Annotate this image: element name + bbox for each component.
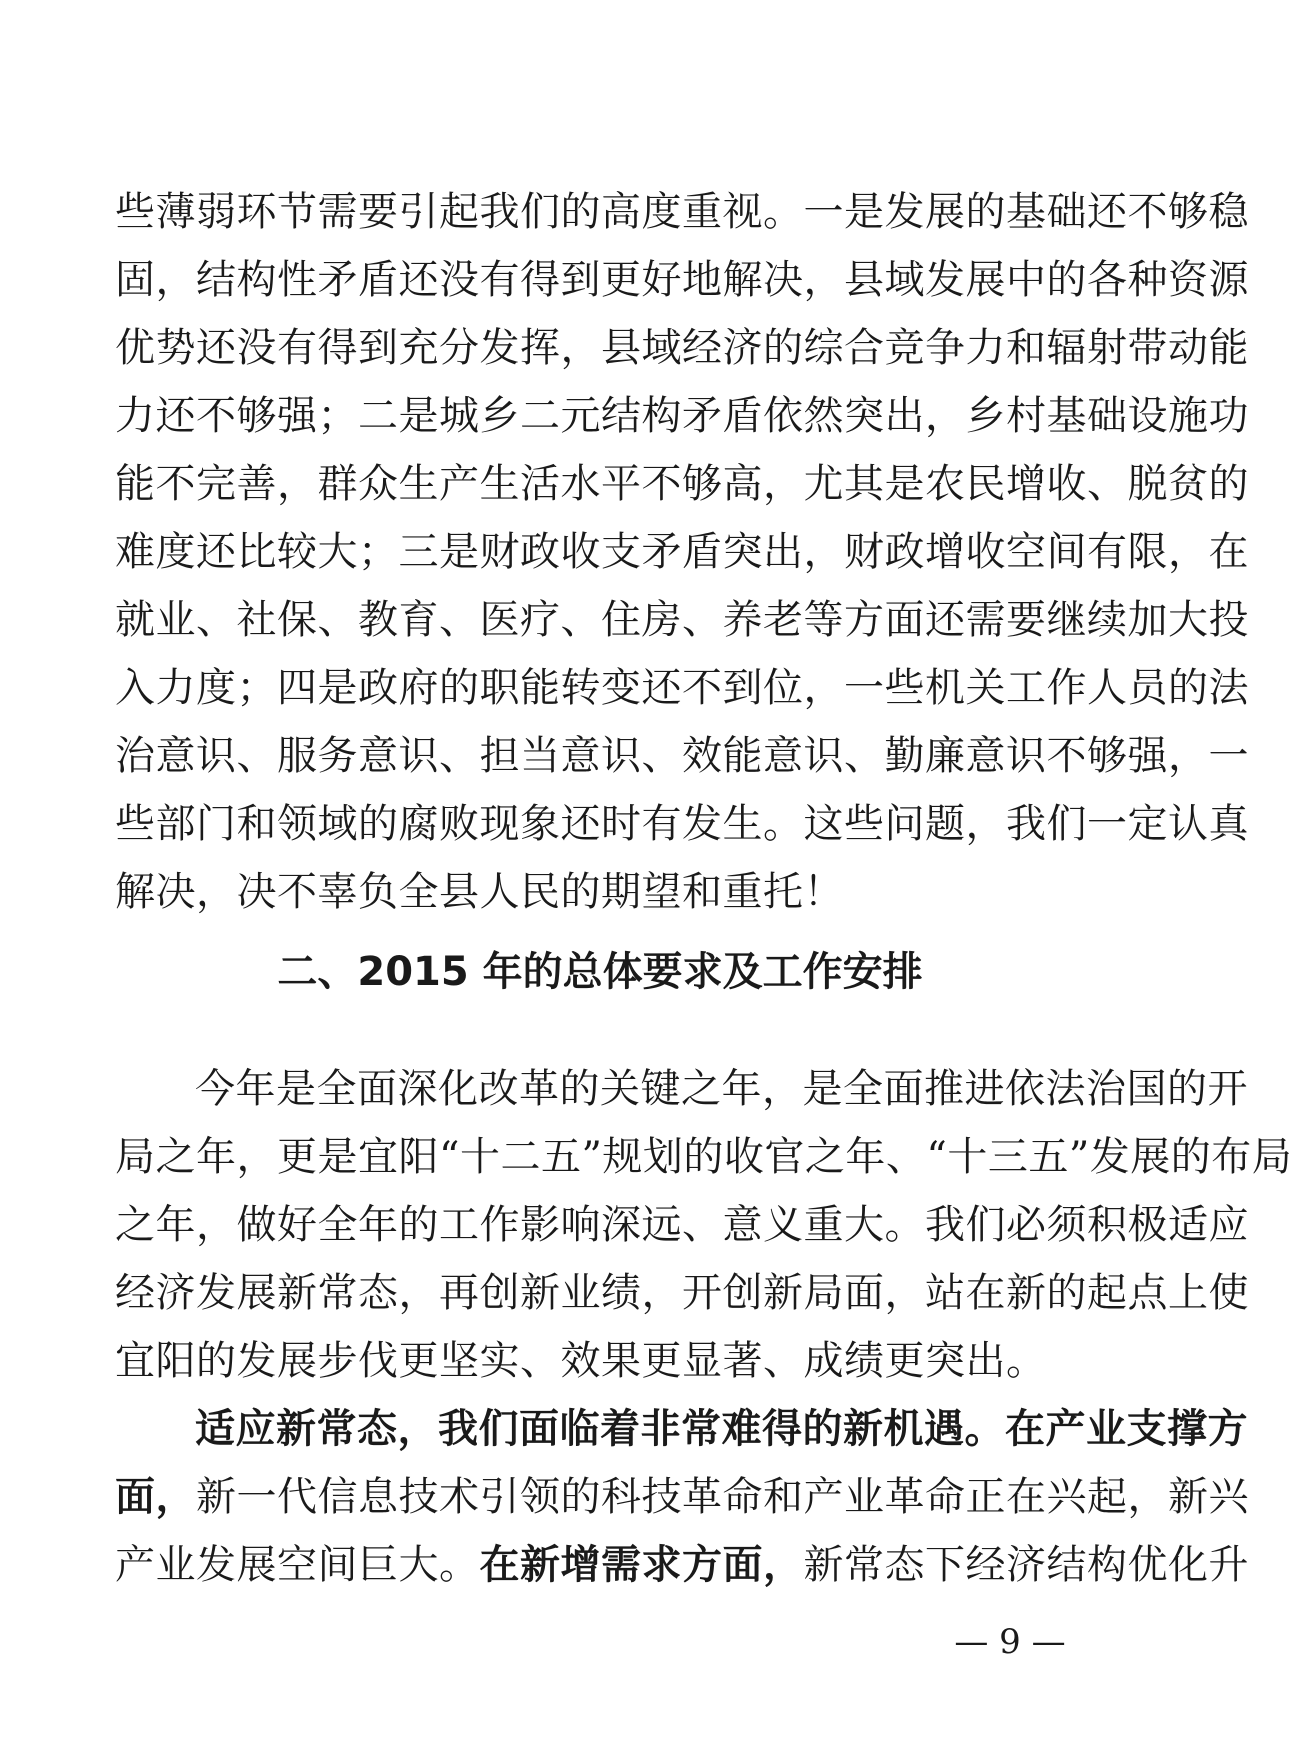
text-line: 入力度；四是政府的职能转变还不到位，一些机关工作人员的法 bbox=[115, 665, 1249, 711]
text-line: 力还不够强；二是城乡二元结构矛盾依然突出，乡村基础设施功 bbox=[115, 393, 1249, 439]
text-line: 治意识、服务意识、担当意识、效能意识、勤廉意识不够强，一 bbox=[115, 733, 1249, 779]
text-line: 宜阳的发展步伐更坚实、效果更显著、成绩更突出。 bbox=[115, 1338, 1047, 1384]
text-line: 就业、社保、教育、医疗、住房、养老等方面还需要继续加大投 bbox=[115, 597, 1249, 643]
text-line: 难度还比较大；三是财政收支矛盾突出，财政增收空间有限，在 bbox=[115, 529, 1249, 575]
paragraph-continued bbox=[115, 178, 1249, 926]
body-text: 新常态下经济结构优化升 bbox=[803, 1542, 1249, 1588]
text-line: 今年是全面深化改革的关键之年，是全面推进依法治国的开 bbox=[195, 1066, 1248, 1112]
text-line: 解决，决不辜负全县人民的期望和重托！ bbox=[115, 869, 844, 915]
paragraph-2 bbox=[115, 1055, 1292, 1395]
text-line: 固，结构性矛盾还没有得到更好地解决，县域发展中的各种资源 bbox=[115, 257, 1249, 303]
text-line: 能不完善，群众生产生活水平不够高，尤其是农民增收、脱贫的 bbox=[115, 461, 1249, 507]
text-line bbox=[115, 1531, 1249, 1599]
text-line: 些部门和领域的腐败现象还时有发生。这些问题，我们一定认真 bbox=[115, 801, 1249, 847]
text-line: 局之年，更是宜阳“十二五”规划的收官之年、“十三五”发展的布局 bbox=[115, 1134, 1292, 1180]
text-line: 之年，做好全年的工作影响深远、意义重大。我们必须积极适应 bbox=[115, 1202, 1249, 1248]
text-line bbox=[115, 1395, 1248, 1463]
text-line: 些薄弱环节需要引起我们的高度重视。一是发展的基础还不够稳 bbox=[115, 189, 1249, 235]
text-line: 优势还没有得到充分发挥，县域经济的综合竞争力和辐射带动能 bbox=[115, 325, 1249, 371]
section-heading: 二、2015 年的总体要求及工作安排 bbox=[277, 949, 923, 995]
text-line: 经济发展新常态，再创新业绩，开创新局面，站在新的起点上使 bbox=[115, 1270, 1249, 1316]
body-text: 产业发展空间巨大。 bbox=[115, 1542, 480, 1588]
text-line bbox=[115, 1463, 1249, 1531]
page-number: — 9 — bbox=[954, 1622, 1066, 1662]
bold-lead-text: 在新增需求方面， bbox=[479, 1542, 804, 1588]
paragraph-3 bbox=[115, 1395, 1249, 1599]
bold-lead-text: 适应新常态，我们面临着非常难得的新机遇。在产业支撑方 bbox=[195, 1406, 1248, 1452]
bold-lead-text: 面， bbox=[115, 1474, 196, 1520]
body-text: 新一代信息技术引领的科技革命和产业革命正在兴起，新兴 bbox=[196, 1474, 1249, 1520]
